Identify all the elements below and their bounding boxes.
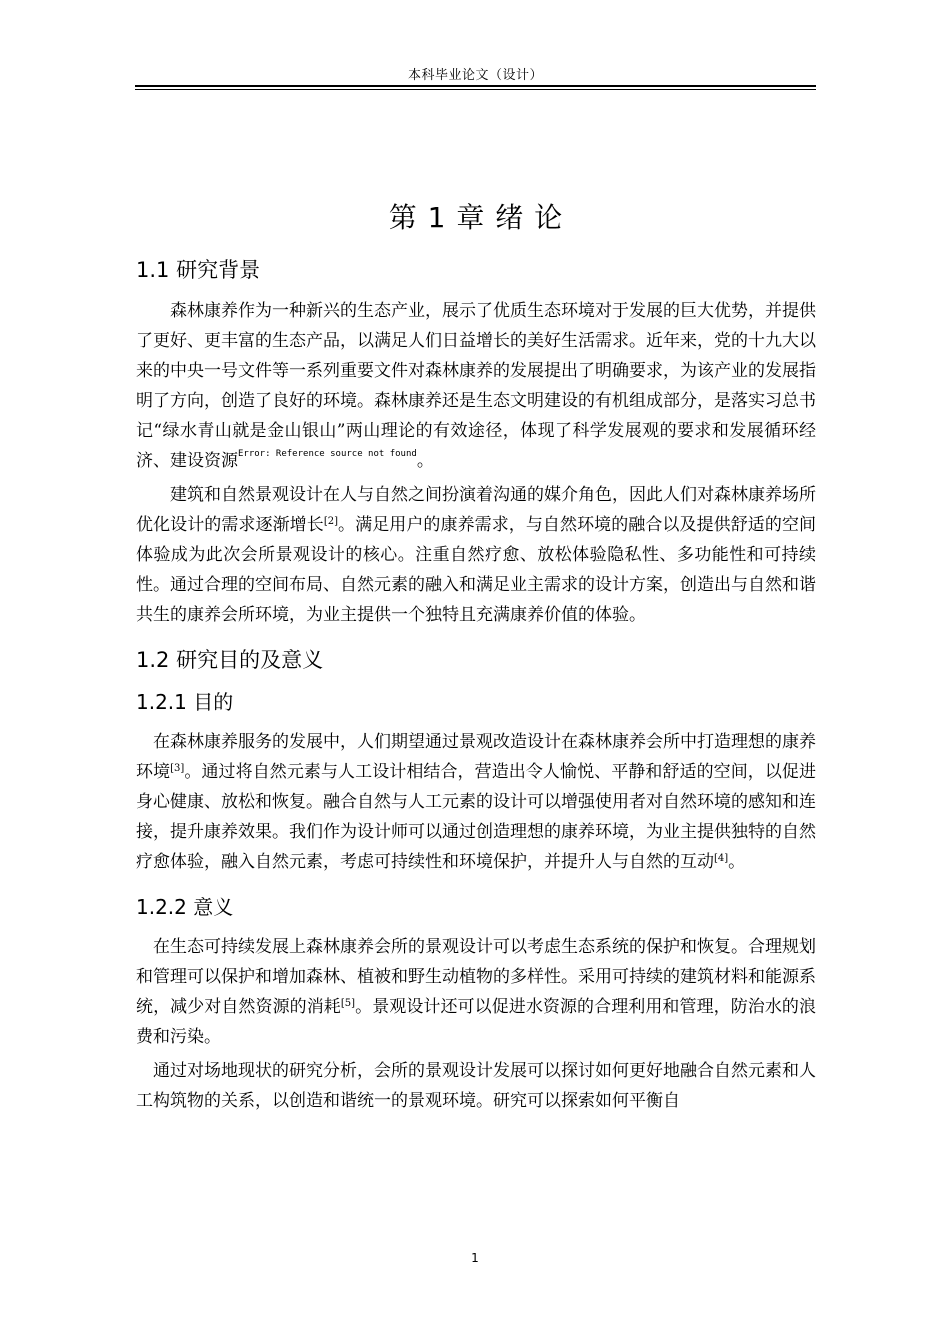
citation-3: [3] [170, 763, 185, 774]
paragraph-text: 。景观设计还可以促进水资源的合理利用和管理，防治水的浪费和污染。 [136, 997, 817, 1047]
page-body [136, 196, 816, 1120]
section-1-1-paragraph-2 [136, 480, 816, 630]
header-rule-thin [135, 89, 816, 90]
header-rule-thick [135, 85, 816, 87]
citation-5: [5] [340, 998, 356, 1009]
paragraph-text: 在森林康养服务的发展中，人们期望通过景观改造设计在森林康养会所中打造理想的康养环境 [136, 732, 816, 782]
citation-4: [4] [714, 853, 729, 864]
section-1-2-2-paragraph-1 [136, 932, 816, 1052]
section-1-2-heading: 1.2 研究目的及意义 [136, 648, 324, 672]
paragraph-text: 建筑和自然景观设计在人与自然之间扮演着沟通的媒介角色，因此人们对森林康养场所优化设计的需求逐渐增长 [136, 485, 816, 535]
paragraph-end: 。 [728, 852, 746, 872]
citation-2: [2] [323, 516, 338, 527]
paragraph-text: 森林康养作为一种新兴的生态产业，展示了优质生态环境对于发展的巨大优势，并提供了更好、更丰富的生态产品，以满足人们日益增长的美好生活需求。近年来，党的十九大以来的中央一号文件等一系列重要文件对森林康养的发展提出了明确要求，为该产业的发展指明了方向，创造了良好的环境。森林康养还是生态文明建设的有机组成部分，是落实习总书记“绿水青山就是金山银山”两山理论的有效途径，体现了科学发展观的要求和发展循环经济、建设资源 [136, 301, 816, 471]
chapter-title: 第 1 章 绪 论 [388, 201, 564, 234]
section-1-2-2-heading: 1.2.2 意义 [136, 895, 234, 919]
running-header: 本科毕业论文（设计） [407, 68, 543, 83]
paragraph-text: 在生态可持续发展上森林康养会所的景观设计可以考虑生态系统的保护和恢复。合理规划和管理可以保护和增加森林、植被和野生动植物的多样性。采用可持续的建筑材料和能源系统，减少对自然资源的消耗 [136, 937, 816, 1017]
section-1-1-heading: 1.1 研究背景 [136, 258, 261, 282]
page-number: 1 [471, 1251, 479, 1265]
paragraph-end: 。 [416, 451, 434, 471]
section-1-2-1-paragraph [136, 727, 816, 877]
section-1-2-2-paragraph-2: 通过对场地现状的研究分析，会所的景观设计发展可以探讨如何更好地融合自然元素和人工构筑物的关系，以创造和谐统一的景观环境。研究可以探索如何平衡自 [136, 1061, 816, 1111]
paragraph-text: 。满足用户的康养需求，与自然环境的融合以及提供舒适的空间体验成为此次会所景观设计的核心。注重自然疗愈、放松体验隐私性、多功能性和可持续性。通过合理的空间布局、自然元素的融入和满足业主需求的设计方案，创造出与自然和谐共生的康养会所环境，为业主提供一个独特且充满康养价值的体验。 [136, 515, 817, 625]
section-1-1-paragraph-1 [136, 296, 816, 476]
reference-error: Error: Reference source not found [238, 449, 417, 459]
section-1-2-1-heading: 1.2.1 目的 [136, 690, 234, 714]
paragraph-text: 。通过将自然元素与人工设计相结合，营造出令人愉悦、平静和舒适的空间，以促进身心健康、放松和恢复。融合自然与人工元素的设计可以增强使用者对自然环境的感知和连接，提升康养效果。我们作为设计师可以通过创造理想的康养环境，为业主提供独特的自然疗愈体验，融入自然元素，考虑可持续性和环境保护，并提升人与自然的互动 [136, 762, 817, 872]
